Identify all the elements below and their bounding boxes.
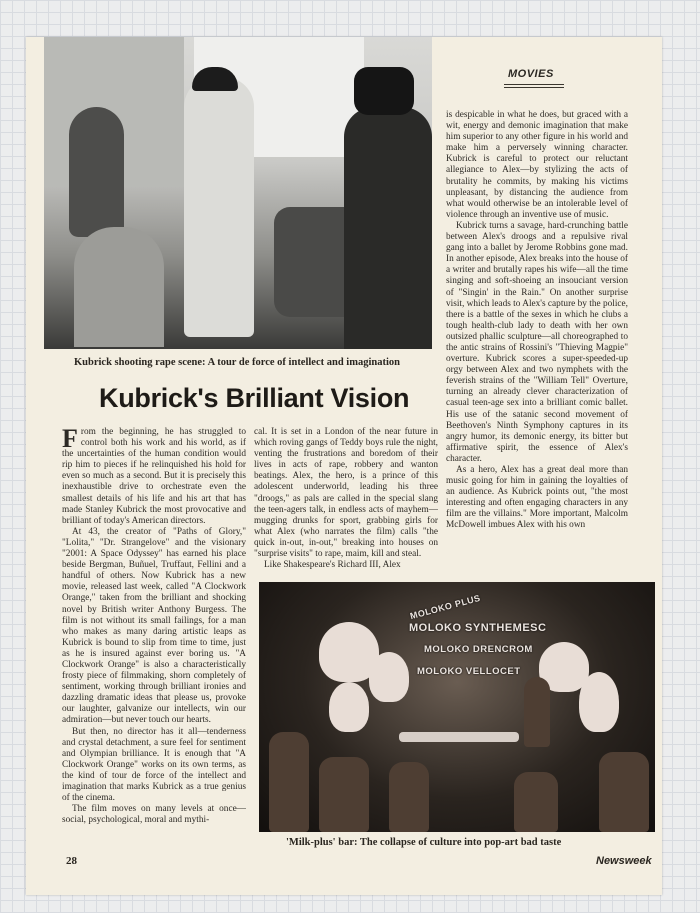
milk-bar-sign: MOLOKO PLUS	[408, 592, 482, 622]
paragraph: As a hero, Alex has a great deal more than music going for him in gaining the loyalties of an audience. As Kubrick points out, "the most interesting and often engaging characters in any film are the villains." More important, Malcolm McDowell imbues Alex with his own	[446, 465, 628, 531]
magazine-page	[26, 37, 662, 895]
paragraph: At 43, the creator of "Paths of Glory," "Lolita," "Dr. Strangelove" and the visionary "2001: A Space Odyssey" has earned his place beside Bergman, Buñuel, Truffaut, Fellini and a handful of others. Now Kubrick has a new movie, released last week, called "A Clockwork Orange," taken from the brilliant and shocking novel by British writer Anthony Burgess. The film is not without its small failings, for a man who makes as many daring artistic leaps as Kubrick is bound to slip from time to time, just as he is insured against ever boring us. "A Clockwork Orange" is also a characteristically frosty piece of filmmaking, shorn completely of sentiment, working through brilliant ironies and dazzling dramatic ideas that please us, provoke our laughter, galvanize our intellects, win our admiration—but never touch our hearts.	[62, 526, 246, 726]
milk-bar-sign: MOLOKO SYNTHEMESC	[409, 622, 547, 634]
paragraph: From the beginning, he has struggled to control both his work and his world, as if the uncertainties of the human condition would rip him to pieces if he relinquished his hold for even so much as a second. But it is precisely this inexhaustible drive to orchestrate even the smallest details of his life and his art that has made Stanley Kubrick the most provocative and brilliant of today's American directors.	[62, 427, 246, 526]
paragraph: The film moves on many levels at once—social, psychological, moral and mythi-	[62, 804, 246, 826]
drop-cap: F	[62, 427, 78, 453]
section-rule	[504, 84, 564, 85]
page-number: 28	[66, 855, 77, 867]
top-photo-caption: Kubrick shooting rape scene: A tour de force of intellect and imagination	[74, 357, 400, 368]
section-rule	[504, 87, 564, 88]
text-column-3	[446, 110, 628, 602]
milk-bar-sign: MOLOKO DRENCROM	[424, 644, 533, 655]
paragraph: is despicable in what he does, but graced with a wit, energy and demonic imagination that make him superior to any other figure in his world and make him a perversely winning character. Kubrick is careful to protect our reluctant allegiance to Alex—by stylizing the acts of brutality he commits, by making his victims unpleasant, by distancing the audience from what would otherwise be an intolerable level of violence through an inventive use of music.	[446, 110, 628, 220]
kubrick-filming-photo	[44, 37, 432, 349]
section-label: MOVIES	[508, 68, 554, 80]
article-headline: Kubrick's Brilliant Vision	[99, 383, 410, 413]
magazine-name: Newsweek	[596, 855, 652, 867]
paragraph: cal. It is set in a London of the near future in which roving gangs of Teddy boys rule the night, venting the frustrations and boredom of their lives in acts of rape, robbery and wanton beatings. Alex, the hero, is a prince of this adolescent underworld, leading his three "droogs," as pals are called in the special slang the teen-agers talk, in endless acts of mayhem—mugging drunks for sport, grabbing girls for what Alex (who narrates the film) calls "the quick in-out, in-out," breaking into houses on "surprise visits" to rape, maim, kill and steal.	[254, 427, 438, 560]
milk-bar-sign: MOLOKO VELLOCET	[417, 666, 521, 677]
paragraph: Kubrick turns a savage, hard-crunching battle between Alex's droogs and a repulsive rival gang into a ballet by Jerome Robbins gone mad. In another episode, Alex breaks into the house of a writer and brutally rapes his wife—all the time singing and soft-shoeing an insouciant version of "Singin' in the Rain." On another surprise visit, which leads to Alex's capture by the police, there is a battle of the sexes in which he clubs a tough health-club lady to death with her own outsized phallic sculpture—all choreographed to the antic strains of Rossini's "Thieving Magpie" overture. Kubrick scores a super-speeded-up orgy between Alex and two nymphets with the feverish strains of the "William Tell" Overture, turning an already clever characterization of casual teen-age sex into a brilliant comic ballet. His use of the satanic second movement of Beethoven's Ninth Symphony captures in its angry humor, its demonic energy, its bitter but affirmative spirit, the essence of Alex's character.	[446, 220, 628, 464]
paragraph: But then, no director has it all—tenderness and crystal detachment, a sure feel for sentiment and Olympian brilliance. It is enough that "A Clockwork Orange" works on its own terms, as the kind of tour de force of the intellect and imagination that marks Kubrick as a true genius of the cinema.	[62, 726, 246, 804]
milk-bar-photo	[259, 582, 655, 832]
text-column-1	[62, 427, 246, 847]
bottom-photo-caption: 'Milk-plus' bar: The collapse of culture into pop-art bad taste	[286, 837, 562, 848]
paragraph: Like Shakespeare's Richard III, Alex	[264, 560, 401, 571]
